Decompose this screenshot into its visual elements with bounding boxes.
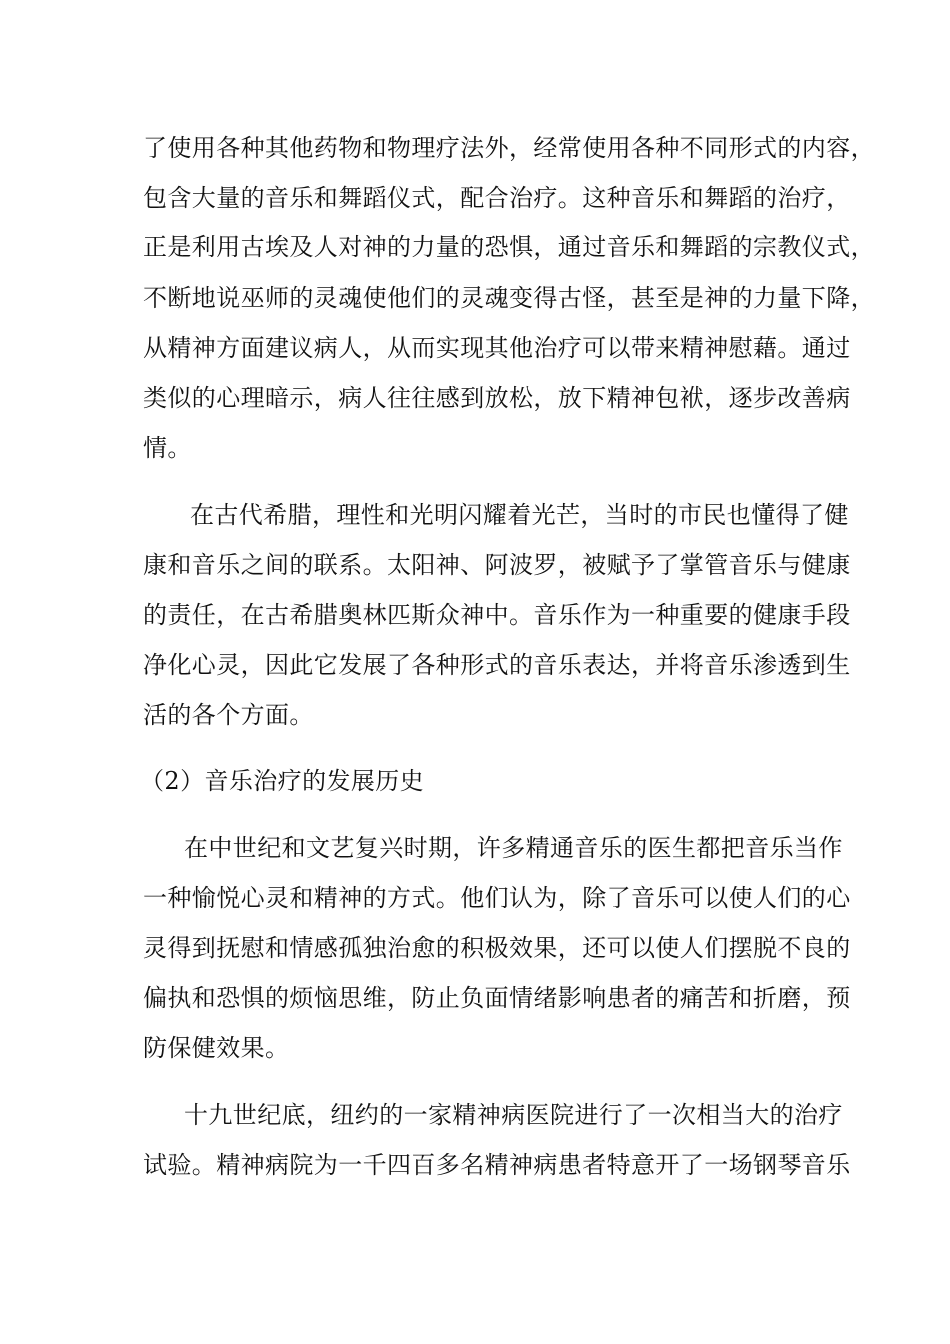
text-line: 防保健效果。	[143, 1034, 290, 1062]
text-line: 了使用各种其他药物和物理疗法外，经常使用各种不同形式的内容，	[143, 134, 875, 162]
text-line: 情。	[143, 434, 192, 462]
text-line: 康和音乐之间的联系。太阳神、阿波罗，被赋予了掌管音乐与健康	[143, 551, 851, 579]
text-line: 类似的心理暗示，病人往往感到放松，放下精神包袱，逐步改善病	[143, 384, 851, 412]
text-line: 灵得到抚慰和情感孤独治愈的积极效果，还可以使人们摆脱不良的	[143, 934, 851, 962]
text-line: 活的各个方面。	[143, 701, 314, 729]
text-line: 试验。精神病院为一千四百多名精神病患者特意开了一场钢琴音乐	[143, 1151, 851, 1179]
text-line: 正是利用古埃及人对神的力量的恐惧，通过音乐和舞蹈的宗教仪式，	[143, 233, 875, 261]
text-line: 偏执和恐惧的烦恼思维，防止负面情绪影响患者的痛苦和折磨，预	[143, 984, 851, 1012]
text-line: 的责任，在古希腊奥林匹斯众神中。音乐作为一种重要的健康手段	[143, 601, 851, 629]
text-line: 包含大量的音乐和舞蹈仪式，配合治疗。这种音乐和舞蹈的治疗，	[143, 184, 851, 212]
text-line: 在古代希腊，理性和光明闪耀着光芒，当时的市民也懂得了健	[190, 501, 849, 529]
text-line: 不断地说巫师的灵魂使他们的灵魂变得古怪，甚至是神的力量下降，	[143, 284, 875, 312]
section-heading: （2）音乐治疗的发展历史	[140, 767, 425, 795]
text-line: 一种愉悦心灵和精神的方式。他们认为，除了音乐可以使人们的心	[143, 884, 851, 912]
text-line: 在中世纪和文艺复兴时期，许多精通音乐的医生都把音乐当作	[184, 834, 843, 862]
text-line: 净化心灵，因此它发展了各种形式的音乐表达，并将音乐渗透到生	[143, 651, 851, 679]
text-line: 从精神方面建议病人，从而实现其他治疗可以带来精神慰藉。通过	[143, 334, 851, 362]
text-line: 十九世纪底，纽约的一家精神病医院进行了一次相当大的治疗	[184, 1101, 843, 1129]
